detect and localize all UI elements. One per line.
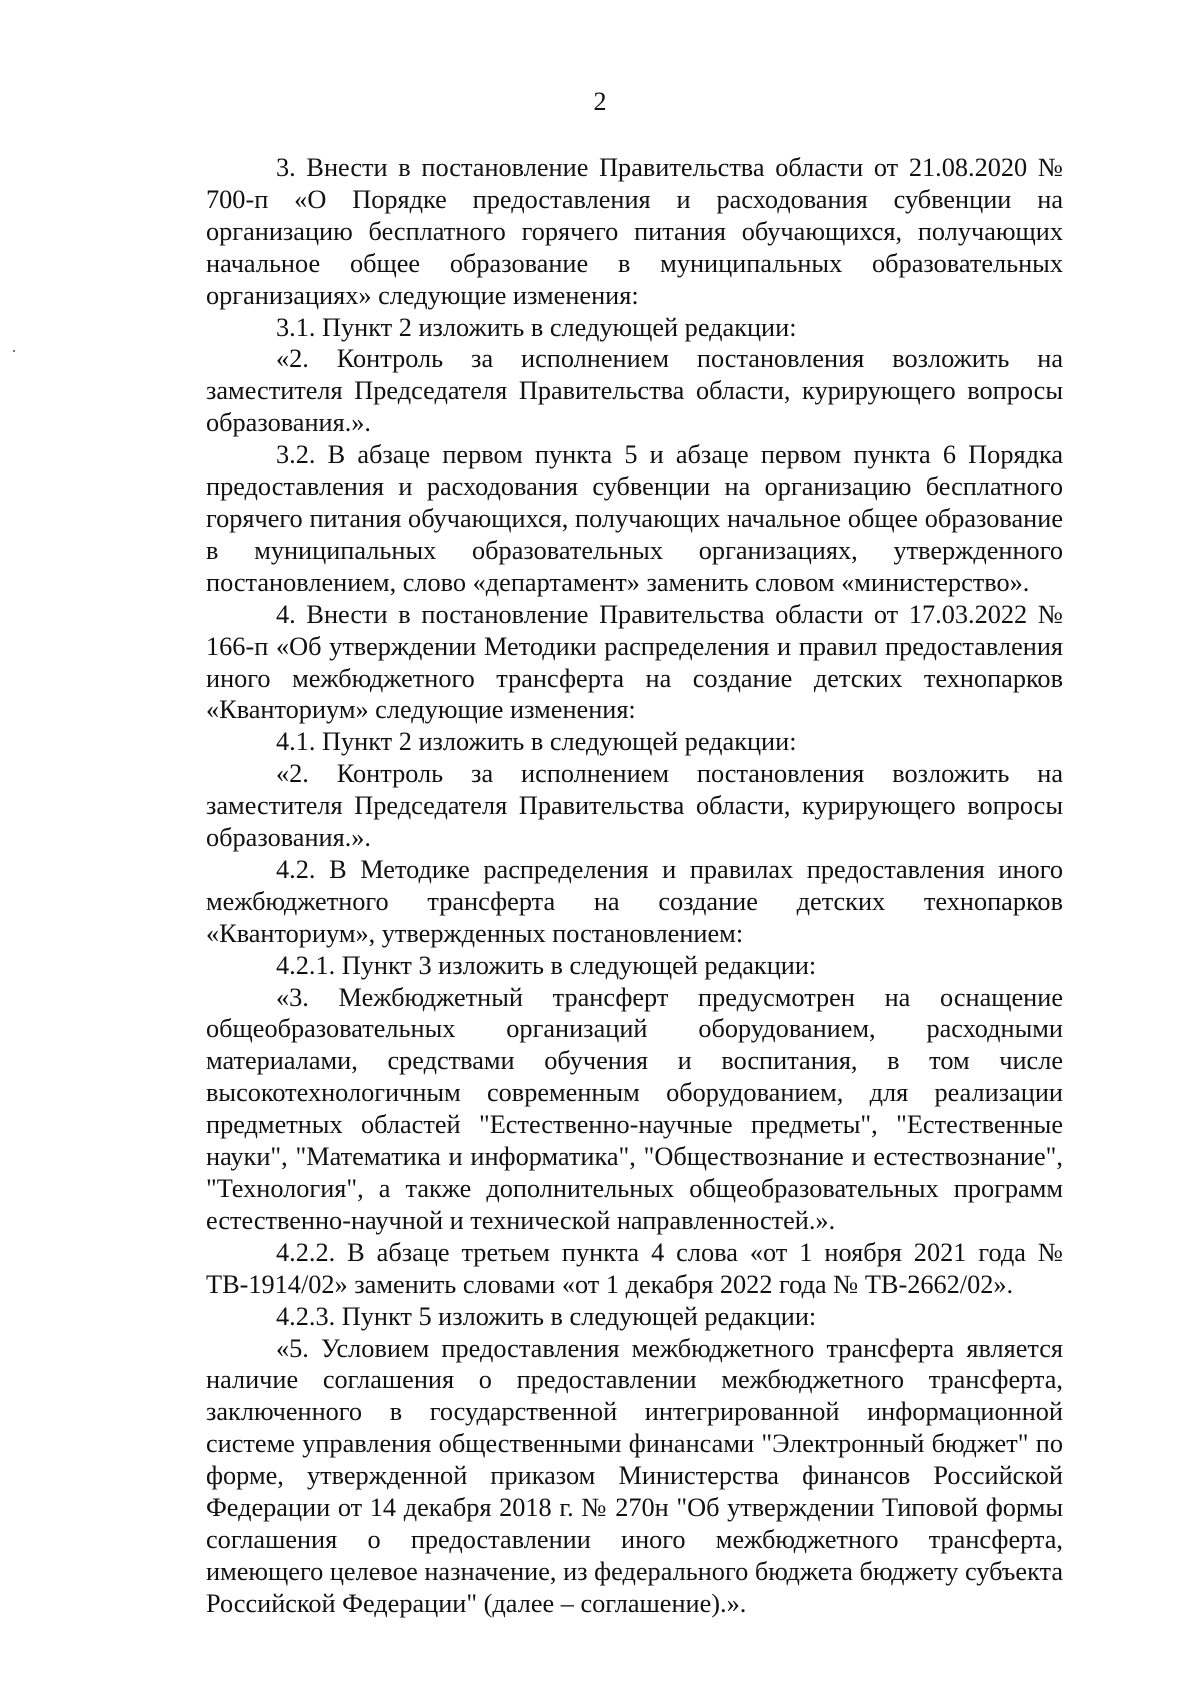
paragraph-3-2: 3.2. В абзаце первом пункта 5 и абзаце первом пункта 6 Порядка предоставления и расходования субвенции на организацию бесплатного горячего питания обучающихся, получающих начальное общее образование в муниципальных образовательных организациях, утвержденного постановлением, слово «департамент» заменить словом «министерство». — [206, 440, 1063, 597]
paragraph-4-2-1-quote: «3. Межбюджетный трансферт предусмотрен на оснащение общеобразовательных организаций оборудованием, расходными материалами, средствами обучения и воспитания, в том числе высокотехнологичным современным оборудованием, для реализации предметных областей "Естественно-научные предметы", "Естественные науки", "Математика и информатика", "Обществознание и естествознание", "Технология", а также дополнительных общеобразовательных программ естественно-научной и технической направленностей.». — [206, 982, 1063, 1235]
scan-artifact-dot — [13, 350, 15, 352]
paragraph-4-2: 4.2. В Методике распределения и правилах предоставления иного межбюджетного трансферта на создание детских технопарков «Кванториум», утвержденных постановлением: — [206, 854, 1063, 948]
paragraph-3-1: 3.1. Пункт 2 изложить в следующей редакции: — [276, 312, 797, 342]
paragraph-3-1-quote: «2. Контроль за исполнением постановления возложить на заместителя Председателя Правительства области, курирующего вопросы образования.». — [206, 344, 1063, 438]
paragraph-4-2-3-quote: «5. Условием предоставления межбюджетного трансферта является наличие соглашения о предоставлении межбюджетного трансферта, заключенного в государственной интегрированной информационной системе управления общественными финансами "Электронный бюджет" по форме, утвержденной приказом Министерства финансов Российской Федерации от 14 декабря 2018 г. № 270н "Об утверждении Типовой формы соглашения о предоставлении иного межбюджетного трансферта, имеющего целевое назначение, из федерального бюджета бюджету субъекта Российской Федерации" (далее – соглашение).». — [206, 1333, 1063, 1618]
document-body — [206, 152, 1063, 1620]
paragraph-4-1-quote: «2. Контроль за исполнением постановления возложить на заместителя Председателя Правительства области, курирующего вопросы образования.». — [206, 759, 1063, 853]
paragraph-4-1: 4.1. Пункт 2 изложить в следующей редакции: — [276, 727, 797, 757]
paragraph-4-2-2: 4.2.2. В абзаце третьем пункта 4 слова «от 1 ноября 2021 года № ТВ-1914/02» заменить словами «от 1 декабря 2022 года № ТВ-2662/02». — [206, 1237, 1063, 1299]
paragraph-4-2-3: 4.2.3. Пункт 5 изложить в следующей редакции: — [276, 1301, 817, 1331]
paragraph-4: 4. Внести в постановление Правительства области от 17.03.2022 № 166-п «Об утверждении Методики распределения и правил предоставления иного межбюджетного трансферта на создание детских технопарков «Кванториум» следующие изменения: — [206, 599, 1063, 725]
paragraph-3: 3. Внести в постановление Правительства области от 21.08.2020 № 700-п «О Порядке предоставления и расходования субвенции на организацию бесплатного горячего питания обучающихся, получающих начальное общее образование в муниципальных образовательных организациях» следующие изменения: — [206, 153, 1063, 310]
page-number: 2 — [593, 87, 607, 116]
paragraph-4-2-1: 4.2.1. Пункт 3 изложить в следующей редакции: — [276, 950, 817, 980]
